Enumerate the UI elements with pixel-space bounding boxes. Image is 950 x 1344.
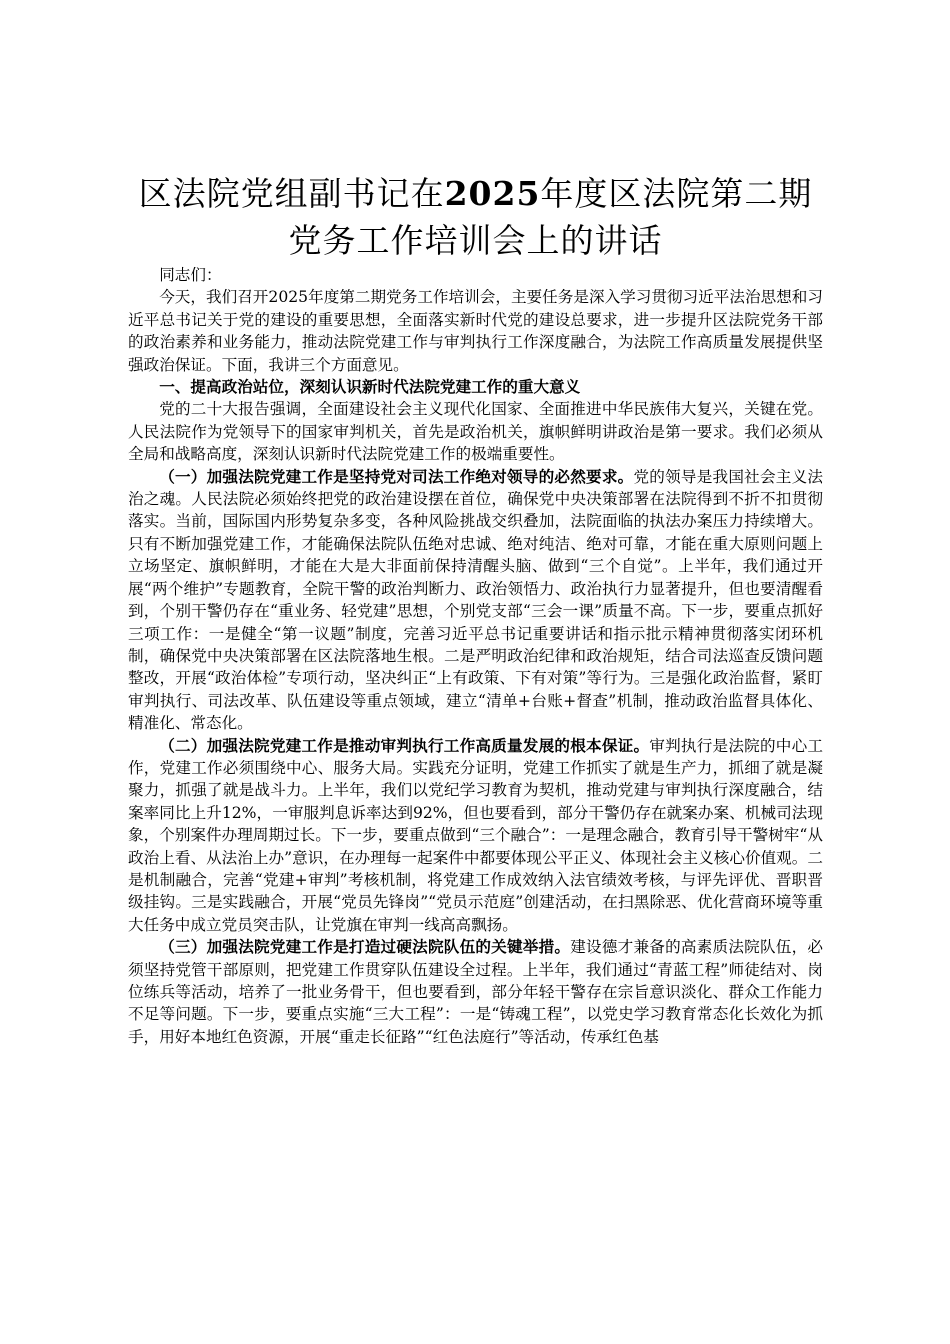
point-2-body: 审判执行是法院的中心工作，党建工作必须围绕中心、服务大局。实践充分证明，党建工作抓实了就是生产力，抓细了就是凝聚力，抓强了就是战斗力。上半年，我们以党纪学习教育为契机，推动党建与审判执行深度融合，结案率同比上升12%，一审服判息诉率达到92%，但也要看到，部分干警仍存在就案办案、机械司法现象，个别案件办理周期过长。下一步，要重点做到“三个融合”：一是理念融合，教育引导干警树牢“从政治上看、从法治上办”意识，在办理每一起案件中都要体现公平正义、体现社会主义核心价值观。二是机制融合，完善“党建+审判”考核机制，将党建工作成效纳入法官绩效考核，与评先评优、晋职晋级挂钩。三是实践融合，开展“党员先锋岗”“党员示范庭”创建活动，在扫黑除恶、优化营商环境等重大任务中成立党员突击队，让党旗在审判一线高高飘扬。 xyxy=(128,736,823,934)
point-3-body: 建设德才兼备的高素质法院队伍，必须坚持党管干部原则，把党建工作贯穿队伍建设全过程。上半年，我们通过“青蓝工程”师徒结对、岗位练兵等活动，培养了一批业务骨干，但也要看到，部分年轻干警存在宗旨意识淡化、群众工作能力不足等问题。下一步，要重点实施“三大工程”：一是“铸魂工程”，以党史学习教育常态化长效化为抓手，用好本地红色资源，开展“重走长征路”“红色法庭行”等活动，传承红色基 xyxy=(128,938,823,1046)
point-1-paragraph xyxy=(128,466,823,735)
document-title xyxy=(128,170,823,264)
section-1-heading: 一、提高政治站位，深刻认识新时代法院党建工作的重大意义 xyxy=(159,377,581,397)
point-2-lead: （二）加强法院党建工作是推动审判执行工作高质量发展的根本保证。 xyxy=(159,735,650,755)
document-body xyxy=(128,170,823,1048)
title-line-2: 党务工作培训会上的讲话 xyxy=(288,221,663,260)
intro-paragraph: 今天，我们召开2025年度第二期党务工作培训会，主要任务是深入学习贯彻习近平法治思想和习近平总书记关于党的建设的重要思想，全面落实新时代党的建设总要求，进一步提升区法院党务干部的政治素养和业务能力，推动法院党建工作与审判执行工作深度融合，为法院工作高质量发展提供坚强政治保证。下面，我讲三个方面意见。 xyxy=(128,288,823,374)
point-1-lead: （一）加强法院党建工作是坚持党对司法工作绝对领导的必然要求。 xyxy=(159,466,634,486)
point-1-body: 党的领导是我国社会主义法治之魂。人民法院必须始终把党的政治建设摆在首位，确保党中央决策部署在法院得到不折不扣贯彻落实。当前，国际国内形势复杂多变，各种风险挑战交织叠加，法院面临的执法办案压力持续增大。只有不断加强党建工作，才能确保法院队伍绝对忠诚、绝对纯洁、绝对可靠，才能在重大原则问题上立场坚定、旗帜鲜明，才能在大是大非面前保持清醒头脑、做到“三个自觉”。上半年，我们通过开展“两个维护”专题教育，全院干警的政治判断力、政治领悟力、政治执行力显著提升，但也要清醒看到，个别干警仍存在“重业务、轻党建”思想，个别党支部“三会一课”质量不高。下一步，要重点抓好三项工作：一是健全“第一议题”制度，完善习近平总书记重要讲话和指示批示精神贯彻落实闭环机制，确保党中央决策部署在区法院落地生根。二是严明政治纪律和政治规矩，结合司法巡查反馈问题整改，开展“政治体检”专项行动，坚决纠正“上有政策、下有对策”等行为。三是强化政治监督，紧盯审判执行、司法改革、队伍建设等重点领域，建立“清单+台账+督查”机制，推动政治监督具体化、精准化、常态化。 xyxy=(128,467,823,733)
point-3-lead: （三）加强法院党建工作是打造过硬法院队伍的关键举措。 xyxy=(159,937,571,957)
title-line-1: 区法院党组副书记在2025年度区法院第二期 xyxy=(138,174,813,213)
section-1-intro: 党的二十大报告强调，全面建设社会主义现代化国家、全面推进中华民族伟大复兴，关键在党。人民法院作为党领导下的国家审判机关，首先是政治机关，旗帜鲜明讲政治是第一要求。我们必须从全局和战略高度，深刻认识新时代法院党建工作的极端重要性。 xyxy=(128,400,823,464)
salutation: 同志们： xyxy=(159,266,222,284)
point-3-paragraph xyxy=(128,936,823,1048)
point-2-paragraph xyxy=(128,735,823,937)
title-year: 2025 xyxy=(444,174,541,213)
